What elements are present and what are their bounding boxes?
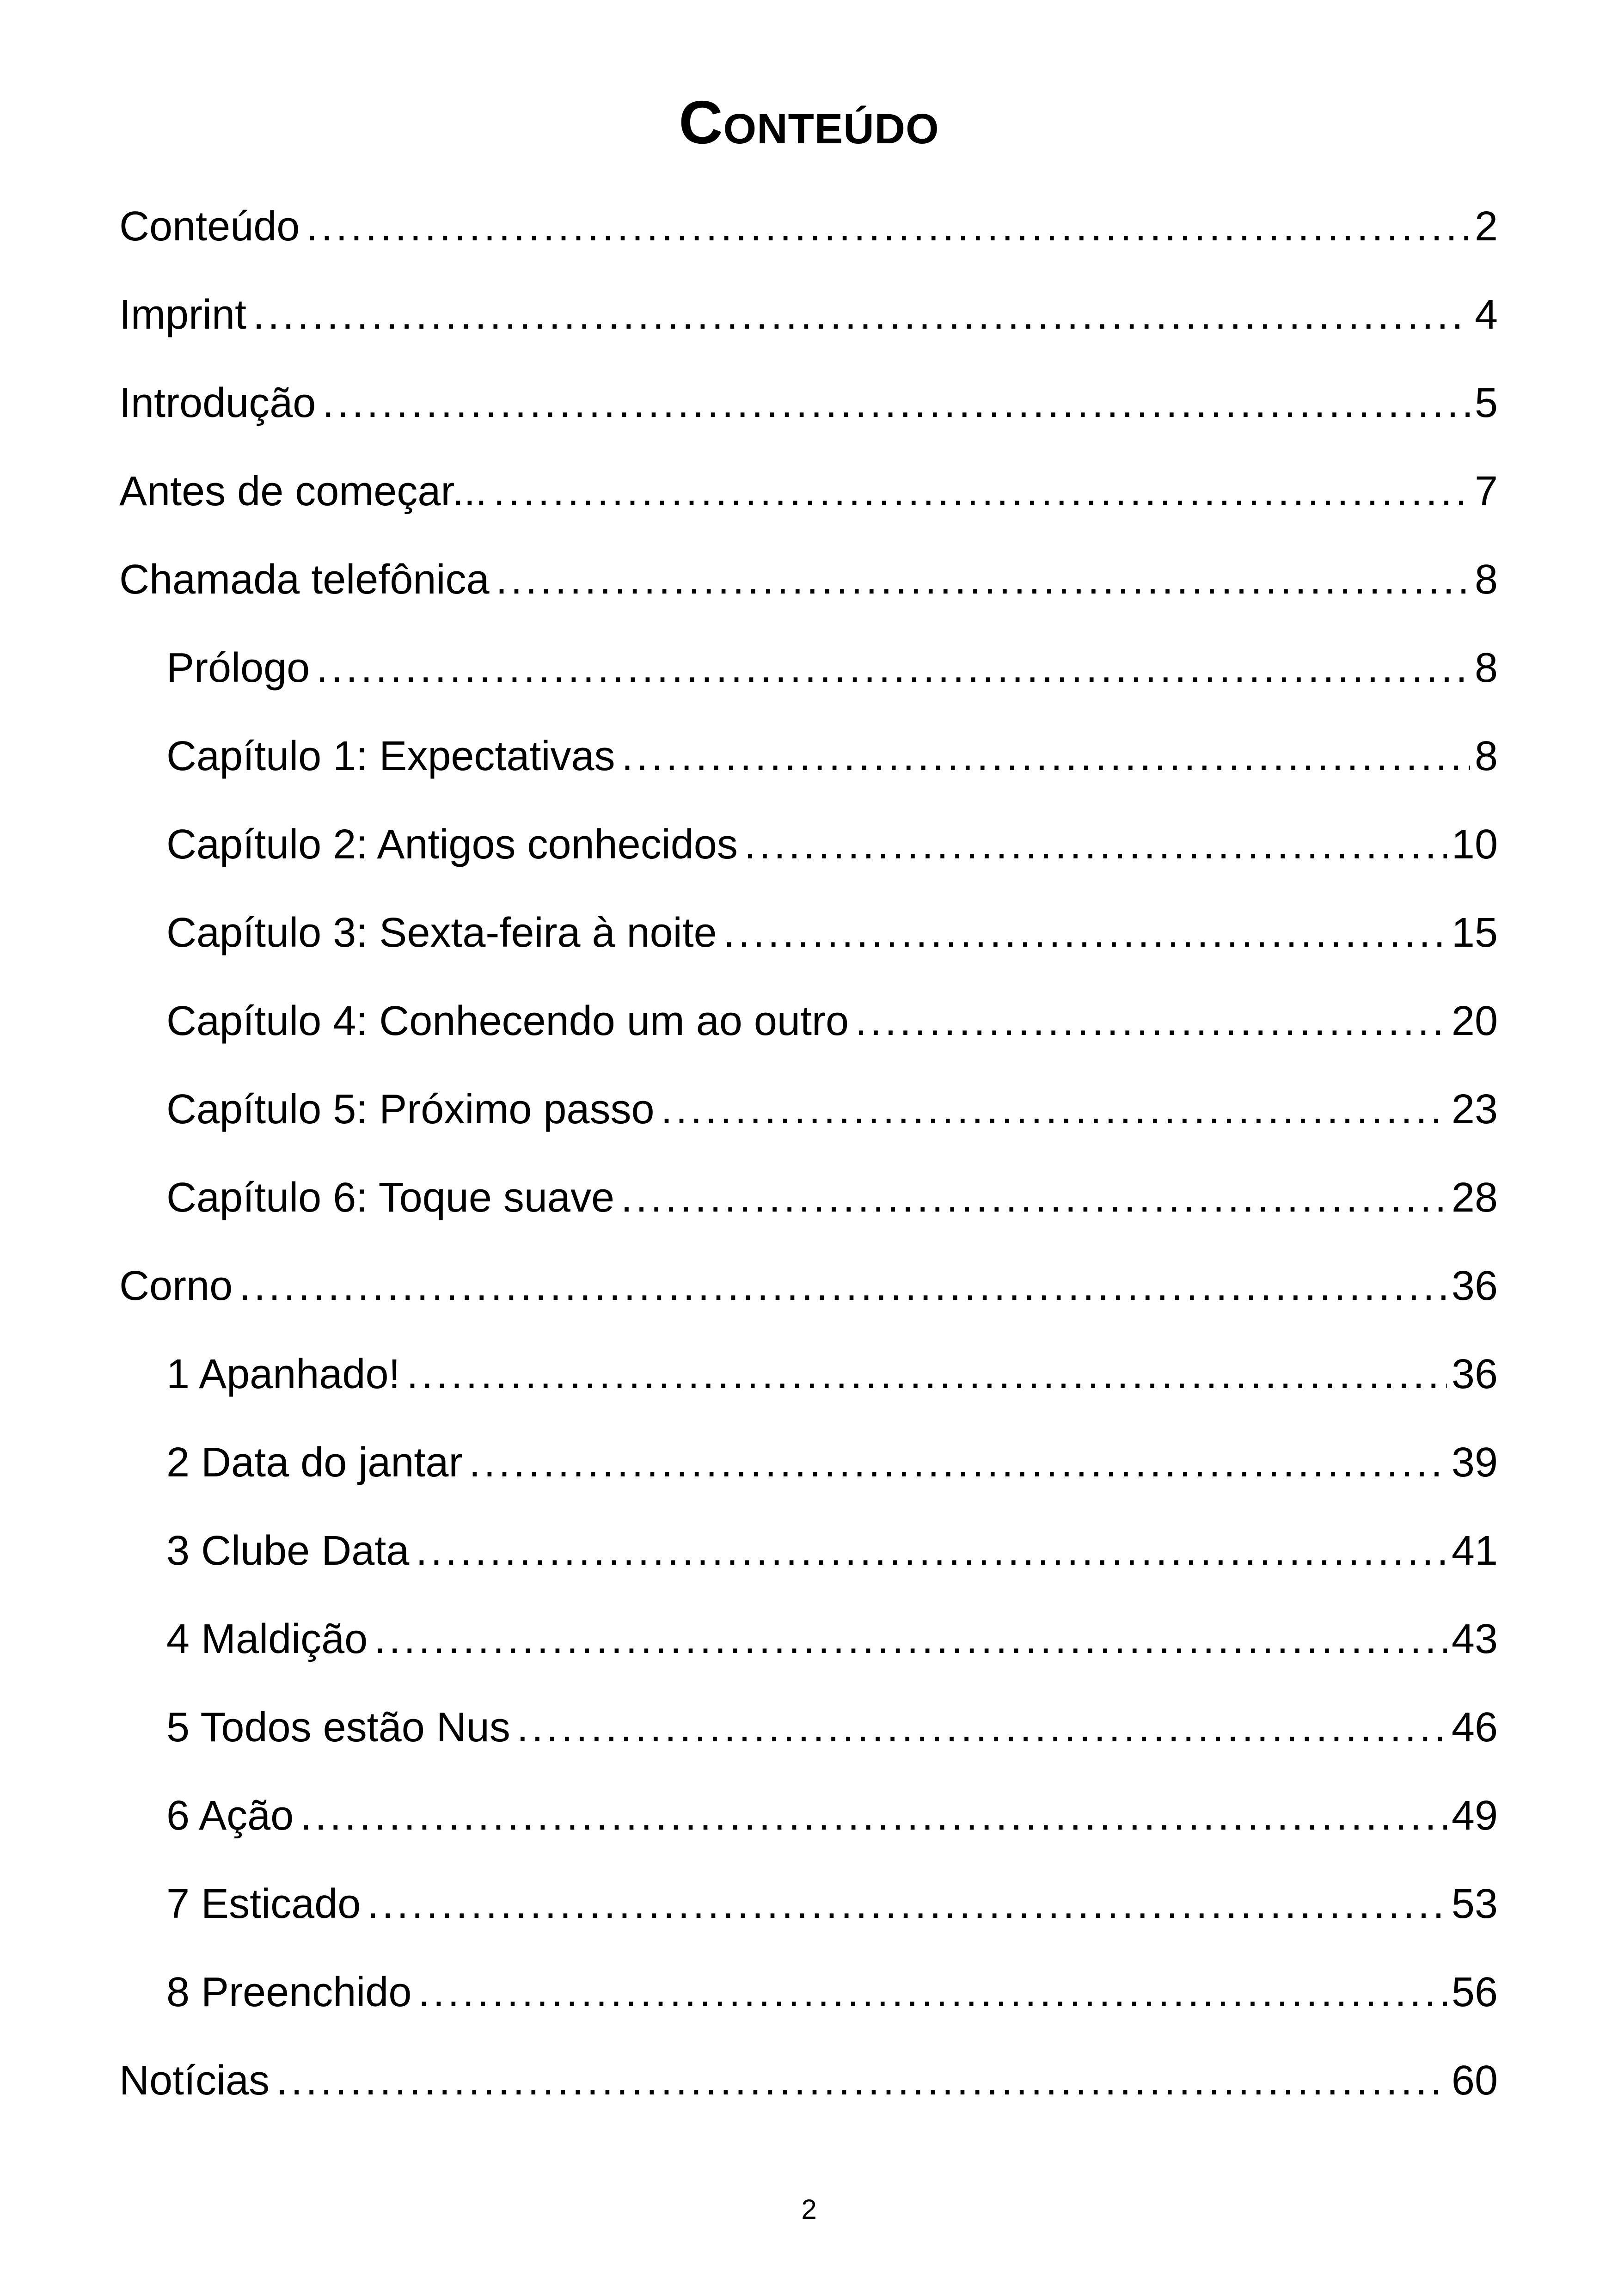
toc-entry[interactable] bbox=[119, 1788, 1498, 1876]
toc-entry-label: Capítulo 2: Antigos conhecidos bbox=[166, 821, 738, 868]
toc-entry-label: 6 Ação bbox=[166, 1793, 294, 1839]
toc-entry-page-number: 4 bbox=[1474, 292, 1498, 338]
toc-entry[interactable] bbox=[119, 464, 1498, 552]
toc-entry-page-number: 60 bbox=[1451, 2057, 1498, 2104]
dot-leader bbox=[239, 1258, 1447, 1314]
toc-entry-label: Capítulo 3: Sexta-feira à noite bbox=[166, 910, 717, 956]
page-number: 2 bbox=[801, 2194, 817, 2225]
toc-entry[interactable] bbox=[119, 1965, 1498, 2053]
toc-entry-label: Capítulo 4: Conhecendo um ao outro bbox=[166, 998, 849, 1044]
toc-entry[interactable] bbox=[119, 1170, 1498, 1258]
toc-entry-label: Introdução bbox=[119, 380, 316, 426]
toc-entry-page-number: 20 bbox=[1451, 998, 1498, 1044]
toc-entry-label: Prólogo bbox=[166, 645, 310, 691]
toc-entry-page-number: 46 bbox=[1451, 1704, 1498, 1751]
toc-entry[interactable] bbox=[119, 552, 1498, 640]
toc-entry[interactable] bbox=[119, 993, 1498, 1082]
dot-leader bbox=[744, 817, 1447, 872]
dot-leader bbox=[316, 640, 1470, 696]
dot-leader bbox=[418, 1965, 1447, 2020]
toc-entry-page-number: 28 bbox=[1451, 1175, 1498, 1221]
toc-entry[interactable] bbox=[119, 640, 1498, 729]
toc-entry-page-number: 36 bbox=[1451, 1351, 1498, 1397]
toc-entry-page-number: 23 bbox=[1451, 1086, 1498, 1133]
dot-leader bbox=[253, 287, 1470, 343]
toc-entry[interactable] bbox=[119, 1611, 1498, 1700]
toc-entry-label: Capítulo 5: Próximo passo bbox=[166, 1086, 655, 1133]
dot-leader bbox=[517, 1700, 1447, 1755]
toc-entry[interactable] bbox=[119, 905, 1498, 993]
toc-entry-page-number: 15 bbox=[1451, 910, 1498, 956]
toc-entry[interactable] bbox=[119, 1258, 1498, 1347]
toc-entry-page-number: 56 bbox=[1451, 1969, 1498, 2015]
toc-entry-page-number: 7 bbox=[1474, 468, 1498, 514]
toc-entry-page-number: 39 bbox=[1451, 1439, 1498, 1486]
toc-entry-label: Imprint bbox=[119, 292, 247, 338]
dot-leader bbox=[493, 464, 1470, 519]
dot-leader bbox=[306, 199, 1470, 254]
toc-entry-label: Capítulo 1: Expectativas bbox=[166, 733, 615, 779]
dot-leader bbox=[622, 729, 1470, 784]
toc-entry-label: 7 Esticado bbox=[166, 1881, 361, 1927]
toc-entry-page-number: 5 bbox=[1474, 380, 1498, 426]
dot-leader bbox=[723, 905, 1447, 961]
toc-entry-label: 2 Data do jantar bbox=[166, 1439, 463, 1486]
toc-entry[interactable] bbox=[119, 199, 1498, 287]
toc-entry-label: Chamada telefônica bbox=[119, 557, 490, 603]
dot-leader bbox=[469, 1435, 1446, 1490]
toc-entry[interactable] bbox=[119, 2053, 1498, 2141]
page-title: Conteúdo bbox=[679, 88, 939, 156]
toc-entry-page-number: 43 bbox=[1451, 1616, 1498, 1662]
dot-leader bbox=[300, 1788, 1447, 1843]
dot-leader bbox=[322, 375, 1470, 431]
toc-entry-label: 1 Apanhado! bbox=[166, 1351, 400, 1397]
dot-leader bbox=[416, 1523, 1447, 1579]
toc-entry[interactable] bbox=[119, 375, 1498, 464]
toc-entry-page-number: 10 bbox=[1451, 821, 1498, 868]
toc-entry-page-number: 53 bbox=[1451, 1881, 1498, 1927]
toc-entry[interactable] bbox=[119, 1347, 1498, 1435]
dot-leader bbox=[367, 1876, 1447, 1932]
toc-entry-page-number: 49 bbox=[1451, 1793, 1498, 1839]
toc-entry[interactable] bbox=[119, 1082, 1498, 1170]
toc-entry-label: Conteúdo bbox=[119, 203, 300, 250]
toc-entry-page-number: 36 bbox=[1451, 1263, 1498, 1309]
table-of-contents bbox=[119, 199, 1498, 2141]
toc-entry[interactable] bbox=[119, 1876, 1498, 1965]
dot-leader bbox=[374, 1611, 1447, 1667]
toc-entry-page-number: 8 bbox=[1474, 645, 1498, 691]
toc-entry[interactable] bbox=[119, 729, 1498, 817]
toc-entry-page-number: 41 bbox=[1451, 1528, 1498, 1574]
dot-leader bbox=[496, 552, 1470, 607]
dot-leader bbox=[621, 1170, 1447, 1225]
toc-entry-page-number: 8 bbox=[1474, 733, 1498, 779]
toc-entry[interactable] bbox=[119, 1523, 1498, 1611]
toc-entry-page-number: 2 bbox=[1474, 203, 1498, 250]
toc-entry-label: 8 Preenchido bbox=[166, 1969, 412, 2015]
toc-entry[interactable] bbox=[119, 817, 1498, 905]
toc-entry[interactable] bbox=[119, 287, 1498, 375]
toc-entry[interactable] bbox=[119, 1435, 1498, 1523]
toc-entry-label: Capítulo 6: Toque suave bbox=[166, 1175, 615, 1221]
toc-entry-label: Antes de começar... bbox=[119, 468, 487, 514]
toc-entry-label: Notícias bbox=[119, 2057, 270, 2104]
dot-leader bbox=[661, 1082, 1447, 1137]
dot-leader bbox=[855, 993, 1447, 1049]
toc-entry[interactable] bbox=[119, 1700, 1498, 1788]
toc-entry-page-number: 8 bbox=[1474, 557, 1498, 603]
toc-entry-label: Corno bbox=[119, 1263, 233, 1309]
toc-entry-label: 4 Maldição bbox=[166, 1616, 368, 1662]
toc-entry-label: 5 Todos estão Nus bbox=[166, 1704, 510, 1751]
dot-leader bbox=[407, 1347, 1447, 1402]
dot-leader bbox=[276, 2053, 1447, 2108]
toc-entry-label: 3 Clube Data bbox=[166, 1528, 410, 1574]
